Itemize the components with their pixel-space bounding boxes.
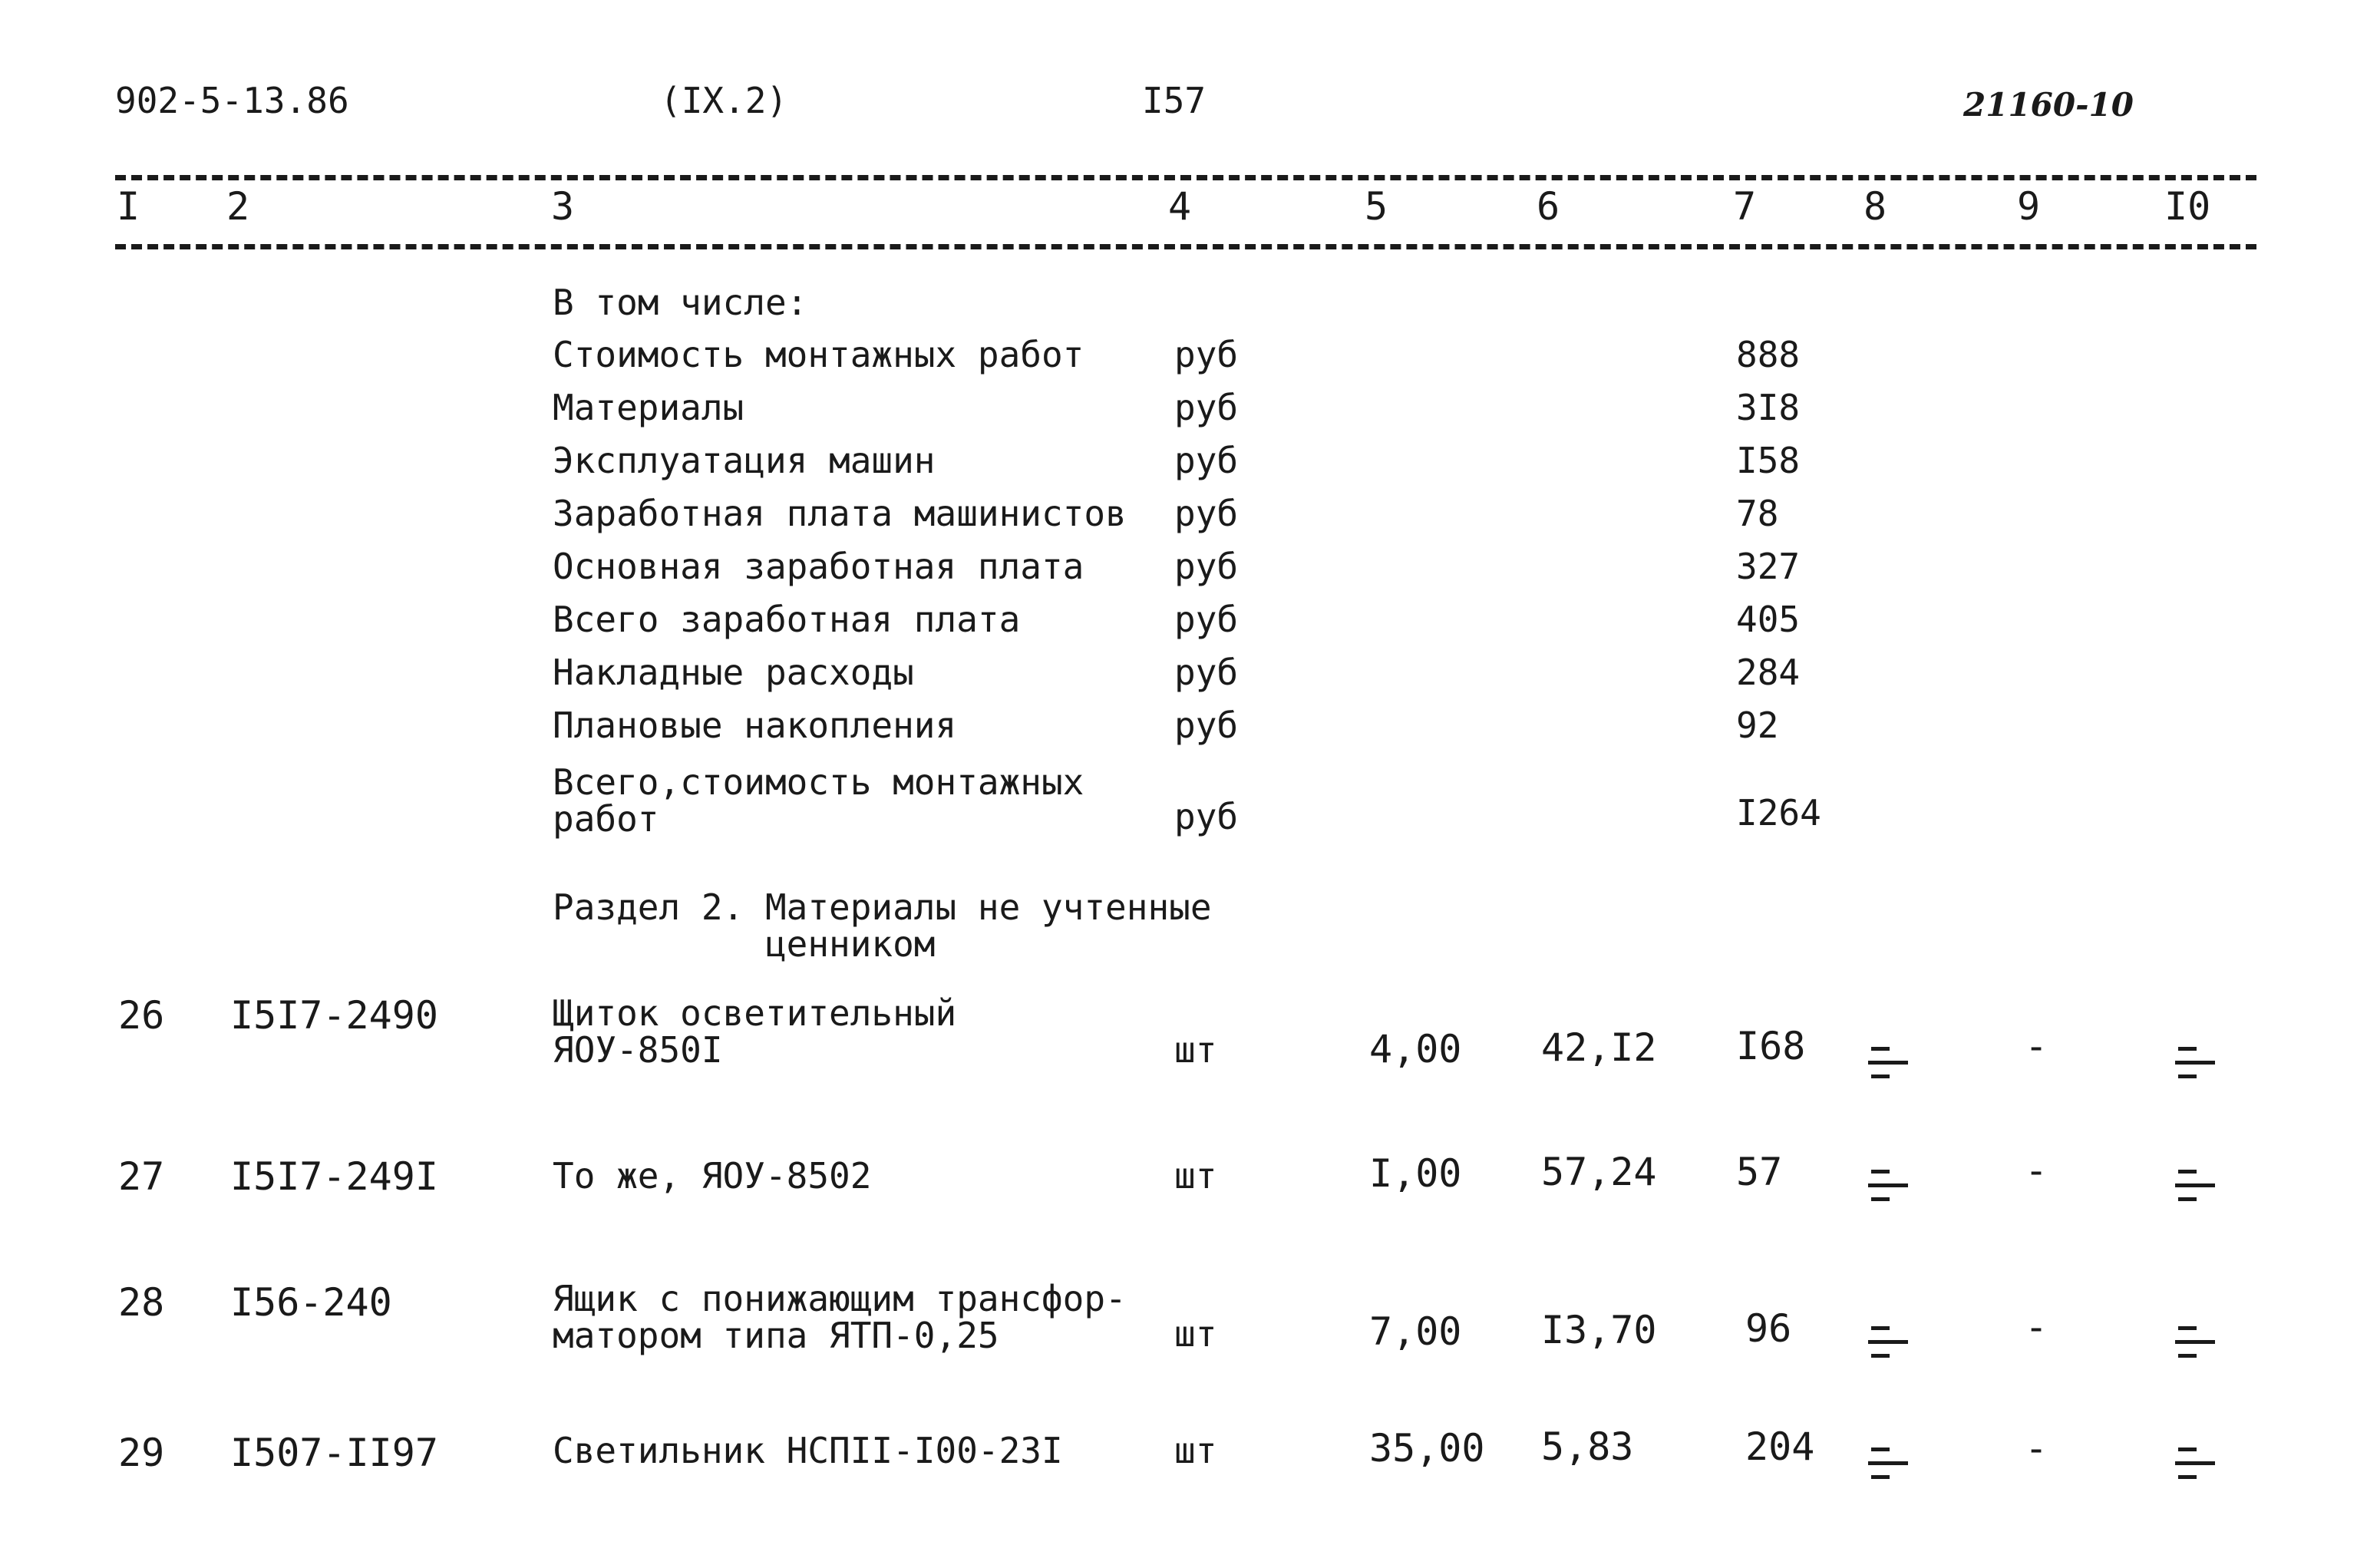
row-total: 204 [1745,1424,1815,1469]
breakdown-item-value: 3I8 [1736,387,1801,428]
row-code: I56-240 [230,1280,392,1325]
column-header-7: 7 [1733,184,1757,229]
row-dash: - [2025,1148,2048,1193]
row-total: 57 [1736,1150,1783,1194]
breakdown-item-value: 888 [1736,334,1801,375]
breakdown-item-value: I58 [1736,440,1801,481]
breakdown-item-unit: руб [1174,652,1239,693]
row-name: Ящик с понижающим трансфор- матором типа ЯТП-0,25 [553,1278,1127,1356]
column-header-1: I [117,184,140,229]
breakdown-item-unit: руб [1174,440,1239,481]
row-unit: шт [1174,1155,1217,1197]
breakdown-item-name: Основная заработная плата [553,546,1084,587]
column-header-6: 6 [1537,184,1560,229]
column-header-10: I0 [2164,184,2211,229]
handwritten-reference: 21160-10 [1963,86,2134,124]
breakdown-item-name: Заработная плата машинистов [553,493,1127,534]
column-header-8: 8 [1863,184,1887,229]
row-quantity: 4,00 [1369,1027,1462,1071]
row-number: 26 [118,993,165,1038]
row-total: 96 [1745,1306,1792,1351]
ditto-mark [1865,1323,1911,1362]
ditto-mark [2172,1044,2218,1082]
breakdown-heading: В том числе: [553,282,808,323]
ditto-mark [2172,1167,2218,1205]
ditto-mark [1865,1044,1911,1082]
column-header-3: 3 [551,184,575,229]
row-code: I5I7-2490 [230,993,438,1038]
ditto-mark [2172,1323,2218,1362]
row-total: I68 [1736,1024,1806,1068]
row-quantity: 7,00 [1369,1309,1462,1354]
ditto-mark [1865,1444,1911,1483]
row-unit: шт [1174,1430,1217,1471]
breakdown-item-value: 284 [1736,652,1801,693]
row-unit-price: 42,I2 [1541,1025,1657,1070]
ditto-mark [1865,1167,1911,1205]
section-title: Раздел 2. Материалы не учтенные ценником [553,886,1212,965]
row-number: 27 [118,1154,165,1199]
row-unit: шт [1174,1313,1217,1355]
breakdown-item-unit: руб [1174,334,1239,375]
breakdown-total-name: Всего,стоимость монтажных работ [553,761,1084,840]
breakdown-item-value: 92 [1736,705,1779,746]
document-code: 902-5-13.86 [115,80,349,121]
row-unit-price: I3,70 [1541,1308,1657,1352]
row-unit: шт [1174,1029,1217,1071]
breakdown-total-value: I264 [1736,792,1821,834]
row-number: 28 [118,1280,165,1325]
row-unit-price: 57,24 [1541,1150,1657,1194]
breakdown-item-unit: руб [1174,493,1239,534]
breakdown-item-unit: руб [1174,705,1239,746]
breakdown-item-name: Всего заработная плата [553,599,1021,640]
breakdown-item-name: Эксплуатация машин [553,440,936,481]
row-code: I507-II97 [230,1431,438,1475]
header-top-rule [115,175,2256,180]
column-header-4: 4 [1168,184,1192,229]
row-code: I5I7-249I [230,1154,438,1199]
breakdown-item-value: 327 [1736,546,1801,587]
breakdown-item-value: 405 [1736,599,1801,640]
column-header-2: 2 [226,184,250,229]
row-dash: - [2025,1024,2048,1068]
column-header-9: 9 [2017,184,2041,229]
page-number: I57 [1142,80,1207,121]
breakdown-item-unit: руб [1174,546,1239,587]
row-name: Щиток осветительный ЯОУ-850I [553,992,957,1071]
row-dash: - [2025,1305,2048,1349]
column-header-5: 5 [1365,184,1388,229]
breakdown-item-name: Накладные расходы [553,652,914,693]
row-quantity: 35,00 [1369,1426,1485,1471]
row-name: Светильник НСПII-I00-23I [553,1430,1063,1471]
row-unit-price: 5,83 [1541,1424,1634,1469]
breakdown-item-unit: руб [1174,599,1239,640]
ditto-mark [2172,1444,2218,1483]
row-dash: - [2025,1426,2048,1471]
breakdown-item-value: 78 [1736,493,1779,534]
breakdown-item-name: Материалы [553,387,744,428]
row-quantity: I,00 [1369,1151,1462,1196]
sheet-reference: (IX.2) [660,80,788,121]
breakdown-item-name: Стоимость монтажных работ [553,334,1084,375]
row-name: То же, ЯОУ-8502 [553,1155,872,1197]
header-bottom-rule [115,244,2256,249]
row-number: 29 [118,1431,165,1475]
breakdown-item-unit: руб [1174,387,1239,428]
breakdown-item-name: Плановые накопления [553,705,957,746]
breakdown-total-unit: руб [1174,796,1239,837]
